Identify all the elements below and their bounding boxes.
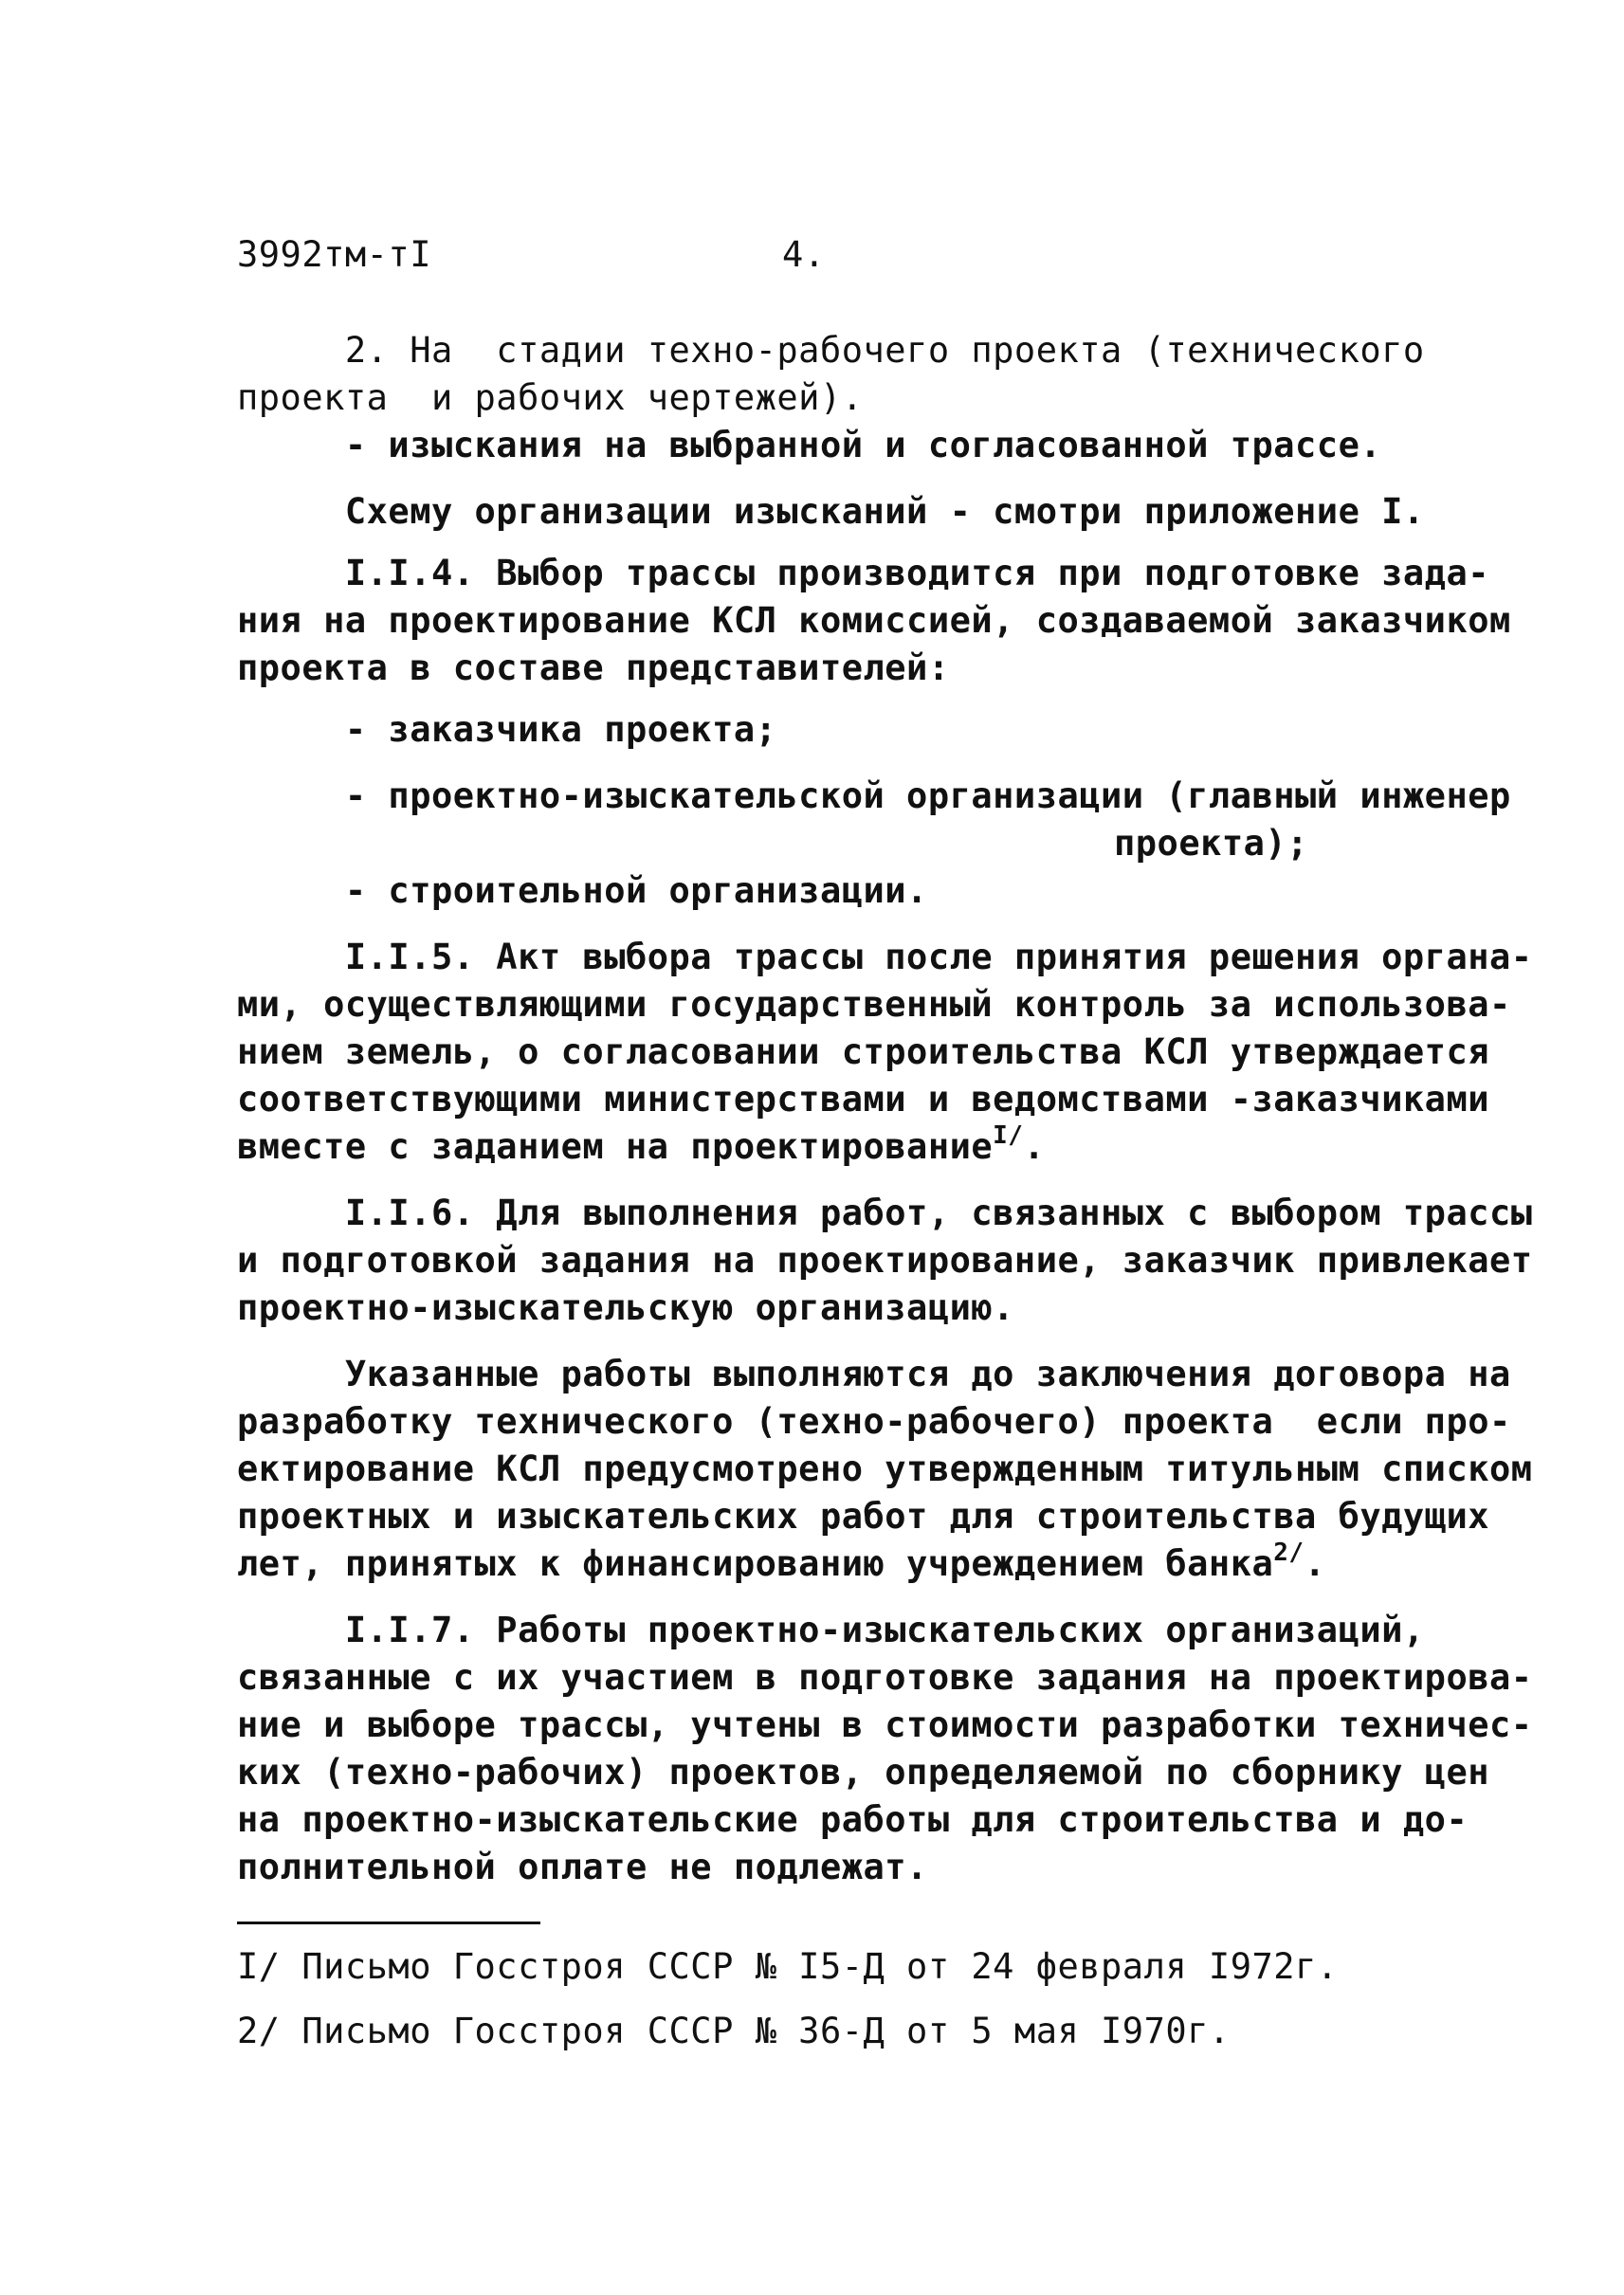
body-line-text: лет, принятых к финансированию учреждением банка bbox=[237, 1543, 1274, 1584]
body-line: нием земель, о согласовании строительства КСЛ утверждается bbox=[237, 1031, 1490, 1072]
body-line-text: вместе с заданием на проектирование bbox=[237, 1126, 994, 1167]
body-line: ких (техно-рабочих) проектов, определяемой по сборнику цен bbox=[237, 1752, 1490, 1793]
body-line: I.I.6. Для выполнения работ, связанных с выбором трассы bbox=[237, 1193, 1533, 1233]
footnote-2: 2/ Письмо Госстроя СССР № 36-Д от 5 мая I970г. bbox=[237, 2011, 1231, 2051]
body-line: I.I.7. Работы проектно-изыскательских организаций, bbox=[237, 1610, 1425, 1650]
footnote-1: I/ Письмо Госстроя СССР № I5-Д от 24 февраля I972г. bbox=[237, 1946, 1339, 1987]
body-line: ния на проектирование КСЛ комиссией, создаваемой заказчиком bbox=[237, 600, 1511, 641]
body-line: на проектно-изыскательские работы для строительства и до- bbox=[237, 1799, 1469, 1840]
body-line: соответствующими министерствами и ведомствами -заказчиками bbox=[237, 1079, 1490, 1120]
body-line: проекта и рабочих чертежей). bbox=[237, 377, 864, 418]
body-line-end: . bbox=[1023, 1126, 1046, 1167]
body-line: ектирование КСЛ предусмотрено утвержденным титульным списком bbox=[237, 1448, 1533, 1489]
footnote-ref-1: I/ bbox=[993, 1121, 1024, 1150]
body-line: - строительной организации. bbox=[237, 870, 928, 911]
body-line: - изыскания на выбранной и согласованной трассе. bbox=[237, 425, 1382, 465]
body-line: - заказчика проекта; bbox=[237, 709, 777, 750]
body-line: ние и выборе трассы, учтены в стоимости разработки техничес- bbox=[237, 1704, 1533, 1745]
body-line: Схему организации изысканий - смотри приложение I. bbox=[237, 491, 1425, 532]
body-line: ми, осуществляющими государственный контроль за использова- bbox=[237, 984, 1511, 1025]
body-line: разработку технического (техно-рабочего) проекта если про- bbox=[237, 1401, 1511, 1442]
body-line-end: . bbox=[1304, 1543, 1326, 1584]
body-line: I.I.4. Выбор трассы производится при подготовке зада- bbox=[237, 553, 1490, 593]
body-line bbox=[237, 1540, 1325, 1588]
body-line: проекта); bbox=[1114, 823, 1308, 864]
body-line: I.I.5. Акт выбора трассы после принятия решения органа- bbox=[237, 937, 1533, 977]
footnote-separator bbox=[237, 1922, 540, 1924]
body-line: связанные с их участием в подготовке задания на проектирова- bbox=[237, 1657, 1533, 1698]
body-line: проекта в составе представителей: bbox=[237, 647, 950, 688]
page-number: 4. bbox=[782, 234, 826, 275]
body-line: проектно-изыскательскую организацию. bbox=[237, 1287, 1014, 1328]
body-line: Указанные работы выполняются до заключения договора на bbox=[237, 1354, 1511, 1394]
body-line: проектных и изыскательских работ для строительства будущих bbox=[237, 1496, 1490, 1537]
body-line: полнительной оплате не подлежат. bbox=[237, 1847, 928, 1887]
document-code: 3992тм-тI bbox=[237, 234, 431, 275]
footnote-ref-2: 2/ bbox=[1273, 1539, 1305, 1567]
body-line: и подготовкой задания на проектирование, заказчик привлекает bbox=[237, 1240, 1533, 1281]
body-line: - проектно-изыскательской организации (главный инженер bbox=[237, 775, 1511, 816]
body-line bbox=[237, 1123, 1045, 1171]
body-line: 2. На стадии техно-рабочего проекта (технического bbox=[237, 330, 1425, 371]
